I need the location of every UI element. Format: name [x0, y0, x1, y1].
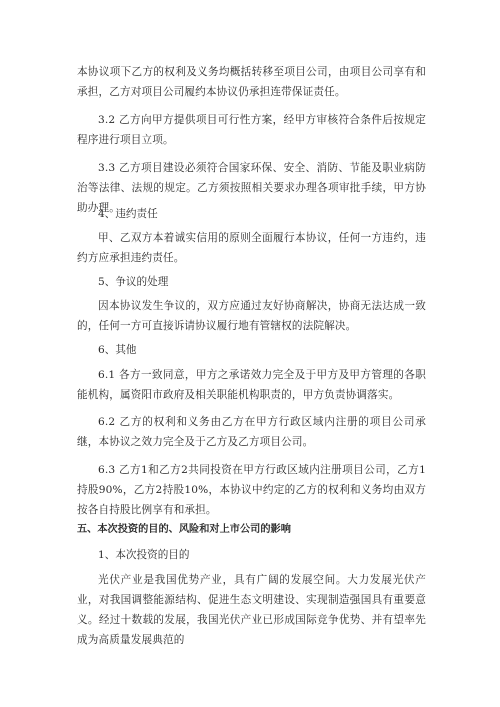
heading-breach-liability: 4、违约责任 [98, 208, 158, 220]
investment-purpose-paragraph: 光伏产业是我国优势产业，具有广阔的发展空间。大力发展光伏产业，对我国调整能源结构、促进生态文明建设、实现制造强国具有重要意义。经过十数载的发展，我国光伏产业已形成国际竞争优势、并有望率先成为高质量发展典范的 [77, 574, 426, 646]
paragraph-continuation: 本协议项下乙方的权利及义务均概括转移至项目公司，由项目公司享有和承担，乙方对项目公司履约本协议仍承担连带保证责任。 [77, 66, 426, 98]
clause-6-2: 6.2 乙方的权利和义务由乙方在甲方行政区域内注册的项目公司承继，本协议之效力完全及于乙方及乙方项目公司。 [77, 416, 426, 448]
heading-dispute-resolution: 5、争议的处理 [98, 276, 169, 288]
subheading-investment-purpose: 1、本次投资的目的 [98, 549, 190, 561]
clause-5: 因本协议发生争议的，双方应通过友好协商解决，协商无法达成一致的，任何一方可直接诉请协议履行地有管辖权的法院解决。 [77, 300, 426, 332]
clause-4: 甲、乙双方本着诚实信用的原则全面履行本协议，任何一方违约，违约方应承担违约责任。 [77, 232, 426, 264]
clause-6-1: 6.1 各方一致同意，甲方之承诺效力完全及于甲方及甲方管理的各职能机构，属资阳市政府及相关职能机构职责的，甲方负责协调落实。 [77, 369, 426, 401]
heading-other: 6、其他 [98, 344, 137, 356]
clause-6-3: 6.3 乙方1和乙方2共同投资在甲方行政区域内注册项目公司，乙方1持股90%，乙方2持股10%，本协议中约定的乙方的权利和义务均由双方按各自持股比例享有和承担。 [77, 464, 426, 516]
clause-3-2: 3.2 乙方向甲方提供项目可行性方案，经甲方审核符合条件后按规定程序进行项目立项。 [77, 114, 426, 146]
clause-3-3: 3.3 乙方项目建设必须符合国家环保、安全、消防、节能及职业病防治等法律、法规的规定。乙方须按照相关要求办理各项审批手续，甲方协助办理。 [77, 162, 426, 214]
section-five-heading: 五、本次投资的目的、风险和对上市公司的影响 [77, 524, 291, 535]
